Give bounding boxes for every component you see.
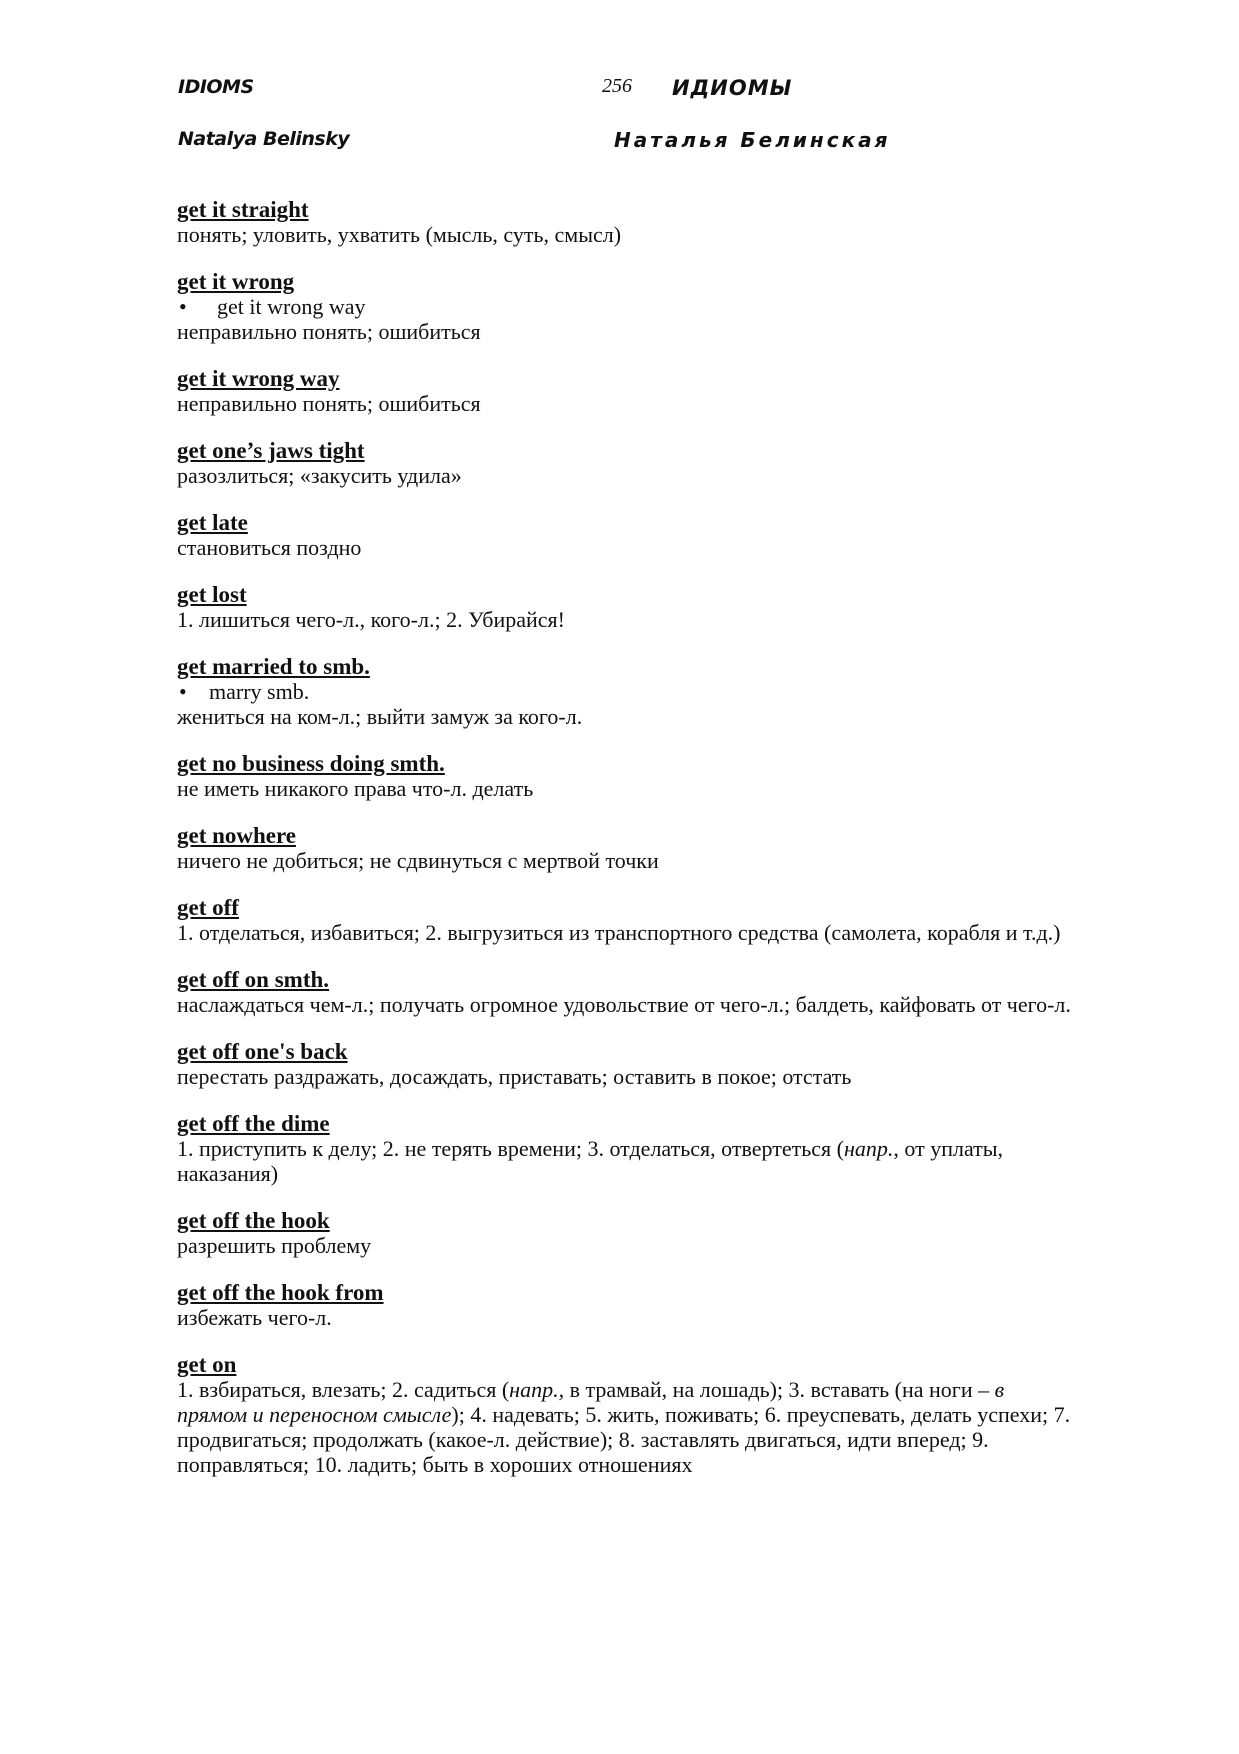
definition-part: 1. приступить к делу; 2. не терять времени; 3. отделаться, отвертеться (	[177, 1136, 844, 1161]
entry	[177, 582, 1077, 632]
entry-term: get off the hook from	[177, 1280, 384, 1305]
entry-definition: жениться на ком-л.; выйти замуж за кого-л.	[177, 704, 583, 729]
entry-term: get late	[177, 510, 248, 535]
definition-emphasis: напр.,	[509, 1377, 565, 1402]
entry-term: get off the dime	[177, 1111, 330, 1136]
entry-term: get it straight	[177, 197, 309, 222]
entry-definition: неправильно понять; ошибиться	[177, 391, 481, 416]
definition-emphasis: напр.	[843, 1136, 894, 1161]
entry-definition: перестать раздражать, досаждать, приставать; оставить в покое; отстать	[177, 1064, 852, 1089]
entry	[177, 654, 1077, 729]
entry-term: get off one's back	[177, 1039, 348, 1064]
entry-definition: разрешить проблему	[177, 1233, 372, 1258]
bullet-icon: •	[179, 679, 187, 704]
header-title-ru: ИДИОМЫ	[672, 76, 793, 100]
entry-term: get nowhere	[177, 823, 297, 848]
entry	[177, 1280, 1077, 1330]
entry-term: get it wrong way	[177, 366, 340, 391]
definition-emphasis: в прямом и переносном смысле	[177, 1377, 1005, 1427]
entry	[177, 751, 1077, 801]
entry-definition: разозлиться; «закусить удила»	[177, 463, 462, 488]
page-number: 256	[602, 75, 632, 97]
entry	[177, 1111, 1077, 1186]
bullet-icon: •	[179, 294, 187, 319]
entry	[177, 438, 1077, 488]
entry-term: get off	[177, 895, 239, 920]
header-author-ru: Наталья Белинская	[614, 128, 891, 152]
header-author-en: Natalya Belinsky	[178, 128, 350, 150]
entry-definition: избежать чего-л.	[177, 1305, 332, 1330]
entry	[177, 269, 1077, 344]
entry-definition	[177, 1136, 1077, 1186]
entry	[177, 823, 1077, 873]
entry-definition: 1. отделаться, избавиться; 2. выгрузиться из транспортного средства (самолета, корабля и т.д.)	[177, 920, 1061, 945]
entry-definition: понять; уловить, ухватить (мысль, суть, смысл)	[177, 222, 622, 247]
entry-variant-text: get it wrong way	[217, 294, 366, 319]
entry-term: get lost	[177, 582, 247, 607]
entry-variant	[177, 679, 1077, 704]
entry	[177, 895, 1077, 945]
entry-term: get on	[177, 1352, 237, 1377]
entry-definition: 1. лишиться чего-л., кого-л.; 2. Убирайся!	[177, 607, 565, 632]
entry-term: get it wrong	[177, 269, 295, 294]
entry	[177, 1352, 1077, 1477]
entry-definition: наслаждаться чем-л.; получать огромное удовольствие от чего-л.; балдеть, кайфовать от чего-л.	[177, 992, 1071, 1017]
entry	[177, 1039, 1077, 1089]
header-title-en: IDIOMS	[178, 76, 254, 98]
definition-part: ); 4. надевать; 5. жить, поживать; 6. преуспевать, делать успехи; 7. продвигаться; продолжать (какое-л. действие); 8. заставлять двигаться, идти вперед; 9. поправляться; 10. ладить; быть в хороших отношениях	[177, 1402, 1071, 1477]
entry	[177, 967, 1077, 1017]
entry-definition: неправильно понять; ошибиться	[177, 319, 481, 344]
entry	[177, 510, 1077, 560]
entry-definition	[177, 1377, 1077, 1477]
entry-variant	[177, 294, 1077, 319]
entry-term: get off on smth.	[177, 967, 330, 992]
entry-definition: ничего не добиться; не сдвинуться с мертвой точки	[177, 848, 659, 873]
entry-definition: не иметь никакого права что-л. делать	[177, 776, 534, 801]
entry-term: get married to smb.	[177, 654, 370, 679]
entry-term: get one’s jaws tight	[177, 438, 365, 463]
entry-definition: становиться поздно	[177, 535, 362, 560]
entry-variant-text: marry smb.	[209, 679, 310, 704]
definition-part: , от уплаты, наказания)	[177, 1136, 1004, 1186]
definition-part: 1. взбираться, влезать; 2. садиться (	[177, 1377, 510, 1402]
entry-term: get off the hook	[177, 1208, 330, 1233]
dictionary-entries	[177, 197, 1077, 1499]
definition-part: в трамвай, на лошадь); 3. вставать (на ноги –	[564, 1377, 995, 1402]
entry	[177, 197, 1077, 247]
entry	[177, 1208, 1077, 1258]
entry-term: get no business doing smth.	[177, 751, 445, 776]
entry	[177, 366, 1077, 416]
